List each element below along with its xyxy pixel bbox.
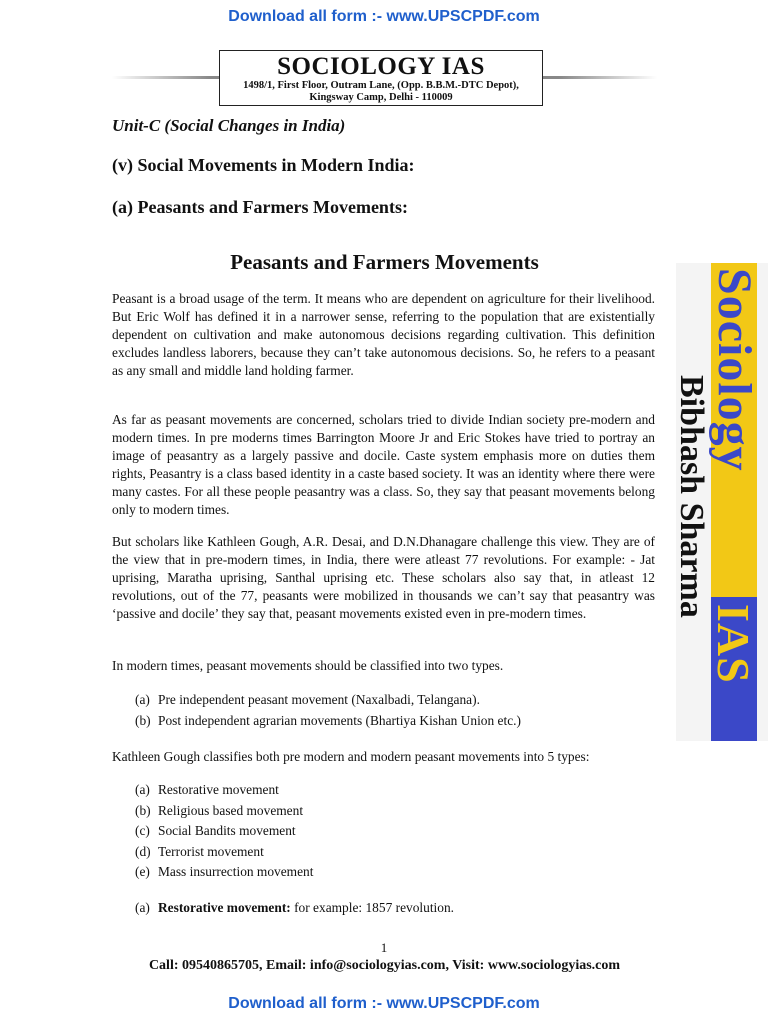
paragraph: Peasant is a broad usage of the term. It means who are dependent on agriculture for their livelihood. But Eric Wolf has defined it in a narrower sense, referring to the population that are existentially dependent on cultivation and make autonomous decisions regarding cultivation. This definition excludes landless laborers, because they can’t take autonomous decisions. So, he refers to a peasant as any small and middle land holding farmer. xyxy=(112,291,655,378)
page-number: 1 xyxy=(380,940,388,955)
list-item-text: Restorative movement xyxy=(158,782,279,797)
logo-address-line2: Kingsway Camp, Delhi - 110009 xyxy=(309,92,453,103)
list-marker: (a) xyxy=(135,782,150,797)
paragraph: Kathleen Gough classifies both pre modern and modern peasant movements into 5 types: xyxy=(112,749,590,764)
restorative-label: Restorative movement: xyxy=(158,900,291,915)
list-item-text: Terrorist movement xyxy=(158,843,264,859)
download-banner-bottom: Download all form :- www.UPSCPDF.com xyxy=(228,995,540,1012)
section-heading-v: (v) Social Movements in Modern India: xyxy=(112,155,415,175)
unit-heading: Unit-C (Social Changes in India) xyxy=(112,116,346,135)
list-item-text: Post independent agrarian movements (Bhartiya Kishan Union etc.) xyxy=(158,712,521,728)
restorative-text: for example: 1857 revolution. xyxy=(290,900,455,915)
side-banner-ias: IAS xyxy=(708,604,759,684)
side-banner-author: Bibhash Sharma xyxy=(673,375,710,618)
list-item-text: Mass insurrection movement xyxy=(158,864,314,879)
list-marker: (a) xyxy=(135,692,150,707)
paragraph: But scholars like Kathleen Gough, A.R. Desai, and D.N.Dhanagare challenge this view. They are of the view that in pre-modern times, in India, there were atleast 77 revolutions. For example: - Jat uprising, Maratha uprising, Santhal uprising etc. These scholars also say that, in atleast 12 revolutions, out of the 77, peasants were mobilized in thousands we can’t say that peasantry was ‘passive and docile’ they say that, peasant movements existed even in pre-modern times. xyxy=(112,534,655,621)
paragraph: As far as peasant movements are concerned, scholars tried to divide Indian society pre-modern and modern times. In pre moderns times Barrington Moore Jr and Eric Stokes have tried to portray an image of peasantry as a largely passive and docile. Caste system emphasis more on duties them rights, Peasantry is a class based identity in a caste based society. It was an identity where there were many castes. For all these people peasantry was a class. So, they say that peasant movements belong only to modern times. xyxy=(112,412,655,517)
paragraph: In modern times, peasant movements should be classified into two types. xyxy=(112,658,504,673)
section-heading-a: (a) Peasants and Farmers Movements: xyxy=(112,197,408,217)
gough-types-list xyxy=(135,780,313,883)
list-marker: (b) xyxy=(135,802,151,818)
list-item xyxy=(135,690,521,711)
list-item xyxy=(135,862,313,883)
list-marker: (d) xyxy=(135,843,151,859)
list-item-text: Religious based movement xyxy=(158,802,304,818)
restorative-movement-item xyxy=(135,900,454,916)
logo-title: SOCIOLOGY IAS xyxy=(277,53,485,80)
list-marker: (e) xyxy=(135,864,150,879)
side-banner-sociology: Sociology xyxy=(708,268,761,472)
list-item xyxy=(135,821,313,842)
list-item-text: Social Bandits movement xyxy=(158,823,296,838)
sociology-ias-logo xyxy=(219,50,543,106)
list-item xyxy=(135,780,313,801)
list-marker: (a) xyxy=(135,900,150,915)
movement-types-list xyxy=(135,690,521,731)
logo-address-line1: 1498/1, First Floor, Outram Lane, (Opp. B.B.M.-DTC Depot), xyxy=(243,80,519,91)
list-marker: (b) xyxy=(135,712,151,728)
download-banner-top: Download all form :- www.UPSCPDF.com xyxy=(228,8,540,25)
list-marker: (c) xyxy=(135,823,150,838)
list-item-text: Pre independent peasant movement (Naxalbadi, Telangana). xyxy=(158,692,480,707)
contact-footer: Call: 09540865705, Email: info@sociologyias.com, Visit: www.sociologyias.com xyxy=(148,958,621,973)
list-item xyxy=(135,842,313,863)
list-item xyxy=(135,801,313,822)
page-title: Peasants and Farmers Movements xyxy=(230,250,539,274)
list-item xyxy=(135,711,521,732)
